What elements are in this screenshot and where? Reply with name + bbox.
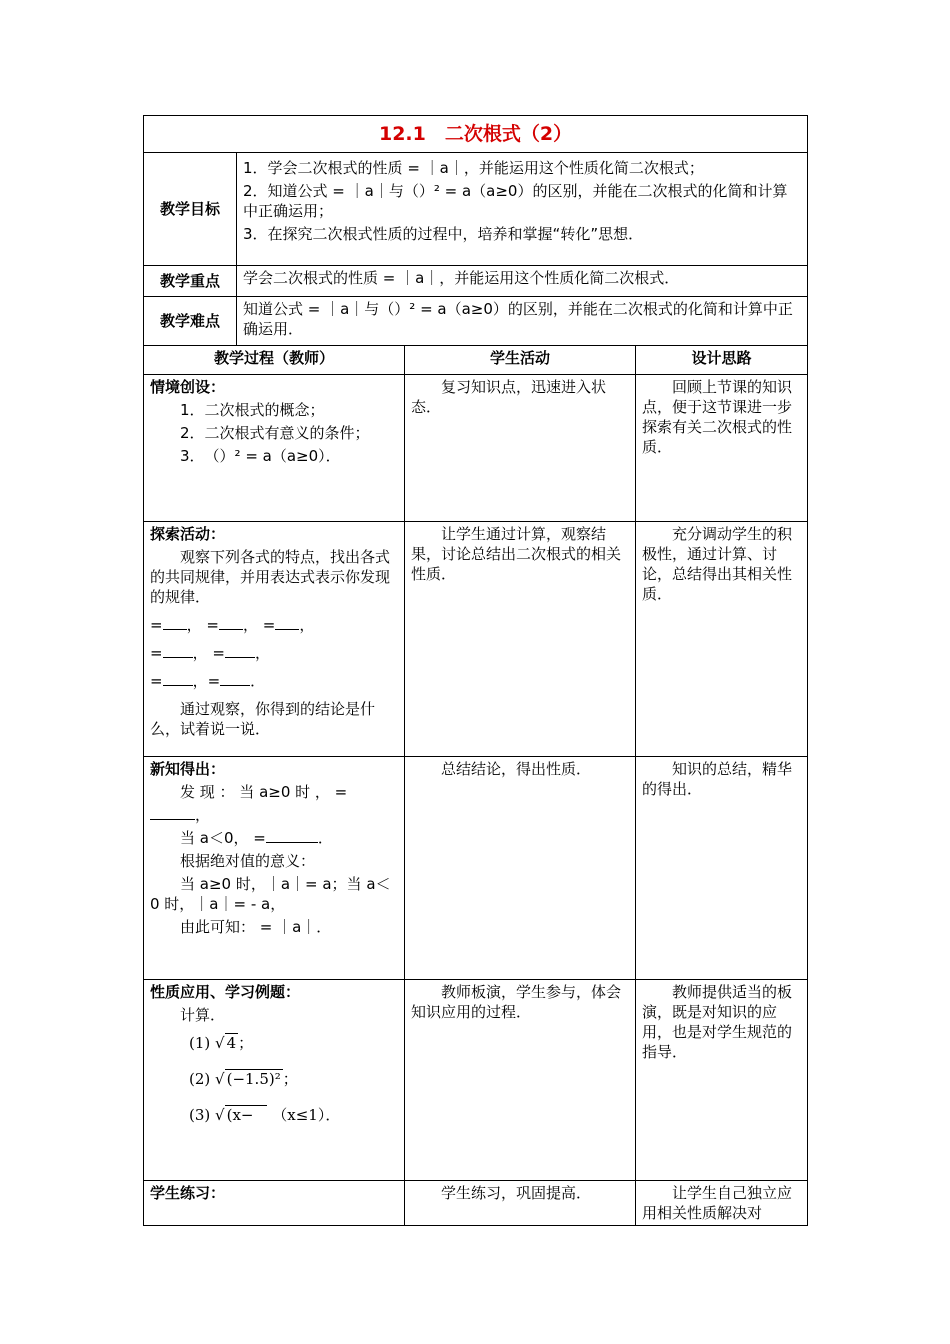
apply-title: 性质应用、学习例题： [150,983,301,1001]
header-process: 教学过程（教师） [144,346,405,375]
header-design: 设计思路 [636,346,808,375]
explore-blanks-2: = ， = ， [150,644,270,662]
key-label: 教学重点 [144,266,237,297]
practice-cell [144,1181,405,1226]
question-3: (3) √ (x− （x≤1）． [189,1106,341,1124]
apply-calc: 计算． [180,1006,226,1024]
question-1: (1) √ 4 ； [189,1034,254,1052]
answer-blank[interactable] [163,673,193,686]
answer-blank[interactable] [225,645,255,658]
lesson-table [143,115,808,1226]
explore-student: 让学生通过计算，观察结果，讨论总结出二次根式的相关性质． [405,522,636,757]
situation-cell [144,375,405,522]
situation-item-1: 1．二次根式的概念； [180,401,325,419]
answer-blank[interactable] [163,645,193,658]
situation-item-3: 3． （）² = a（a≥0）． [180,447,341,465]
key-text: 学会二次根式的性质 = ｜a｜，并能运用这个性质化简二次根式． [237,266,808,297]
apply-student: 教师板演，学生参与，体会知识应用的过程． [405,980,636,1181]
lesson-plan [143,115,807,1226]
explore-blanks-1: = ， = ， = ， [150,616,315,634]
explore-cell [144,522,405,757]
situation-item-2: 2．二次根式有意义的条件； [180,424,370,442]
situation-student: 复习知识点，迅速进入状态． [405,375,636,522]
explore-outro: 通过观察，你得到的结论是什么，试着说一说． [150,700,376,738]
question-2: (2) √ (−1.5)² ； [189,1070,298,1088]
goals-cell [237,153,808,266]
answer-blank[interactable] [163,617,187,630]
newknow-cell: 新知得出： 发 现 ： 当 a≥0 时 ， = ， 当 a＜0， = ． 根据绝对值的意义： 当 a≥0 时，｜a｜= a；当 a＜0 时，｜a｜= - a， 由此可知： = ｜a｜． [144,757,405,980]
practice-design: 让学生自己独立应用相关性质解决对 [636,1181,808,1226]
apply-cell [144,980,405,1181]
newknow-conclusion: 由此可知： = ｜a｜． [180,918,332,936]
answer-blank[interactable] [220,673,250,686]
practice-title: 学生练习： [150,1184,226,1202]
newknow-discovery: 发 现 ： 当 a≥0 时 ， = [180,783,348,801]
situation-title: 情境创设： [150,378,226,396]
answer-blank[interactable] [275,617,299,630]
newknow-abs-meaning: 根据绝对值的意义： [180,852,316,870]
answer-blank[interactable] [219,617,243,630]
explore-design: 充分调动学生的积极性，通过计算、讨论，总结得出其相关性质． [636,522,808,757]
newknow-abs-cases: 当 a≥0 时，｜a｜= a；当 a＜0 时，｜a｜= - a， [150,875,391,913]
goals-label: 教学目标 [144,153,237,266]
header-student: 学生活动 [405,346,636,375]
answer-blank[interactable] [266,830,318,843]
explore-blanks-3: = ，= ． [150,672,266,690]
goal-3: 3．在探究二次根式性质的过程中，培养和掌握“转化”思想． [243,225,644,243]
situation-design: 回顾上节课的知识点，便于这节课进一步探索有关二次根式的性质． [636,375,808,522]
newknow-design: 知识的总结，精华的得出． [636,757,808,980]
goal-2: 2．知道公式 = ｜a｜与（）² = a（a≥0）的区别，并能在二次根式的化简和计算中正确运用； [243,182,788,220]
sqrt-symbol: √ (x− [215,1105,267,1124]
explore-title: 探索活动： [150,525,226,543]
apply-design: 教师提供适当的板演，既是对知识的应用，也是对学生规范的指导． [636,980,808,1181]
difficulty-label: 教学难点 [144,297,237,346]
sqrt-symbol: √ (−1.5)² [215,1070,281,1088]
newknow-title: 新知得出： [150,760,226,778]
answer-blank[interactable] [150,807,195,820]
newknow-negative: 当 a＜0， = ． [180,829,333,847]
newknow-student: 总结结论，得出性质． [405,757,636,980]
sqrt-symbol: √ 4 [215,1034,237,1052]
page-title: 12.1 二次根式（2） [144,116,808,153]
practice-student: 学生练习，巩固提高． [405,1181,636,1226]
explore-intro: 观察下列各式的特点，找出各式的共同规律，并用表达式表示你发现的规律． [150,548,391,606]
goal-1: 1．学会二次根式的性质 = ｜a｜，并能运用这个性质化简二次根式； [243,159,704,177]
difficulty-text: 知道公式 = ｜a｜与（）² = a（a≥0）的区别，并能在二次根式的化简和计算中正确运用． [237,297,808,346]
